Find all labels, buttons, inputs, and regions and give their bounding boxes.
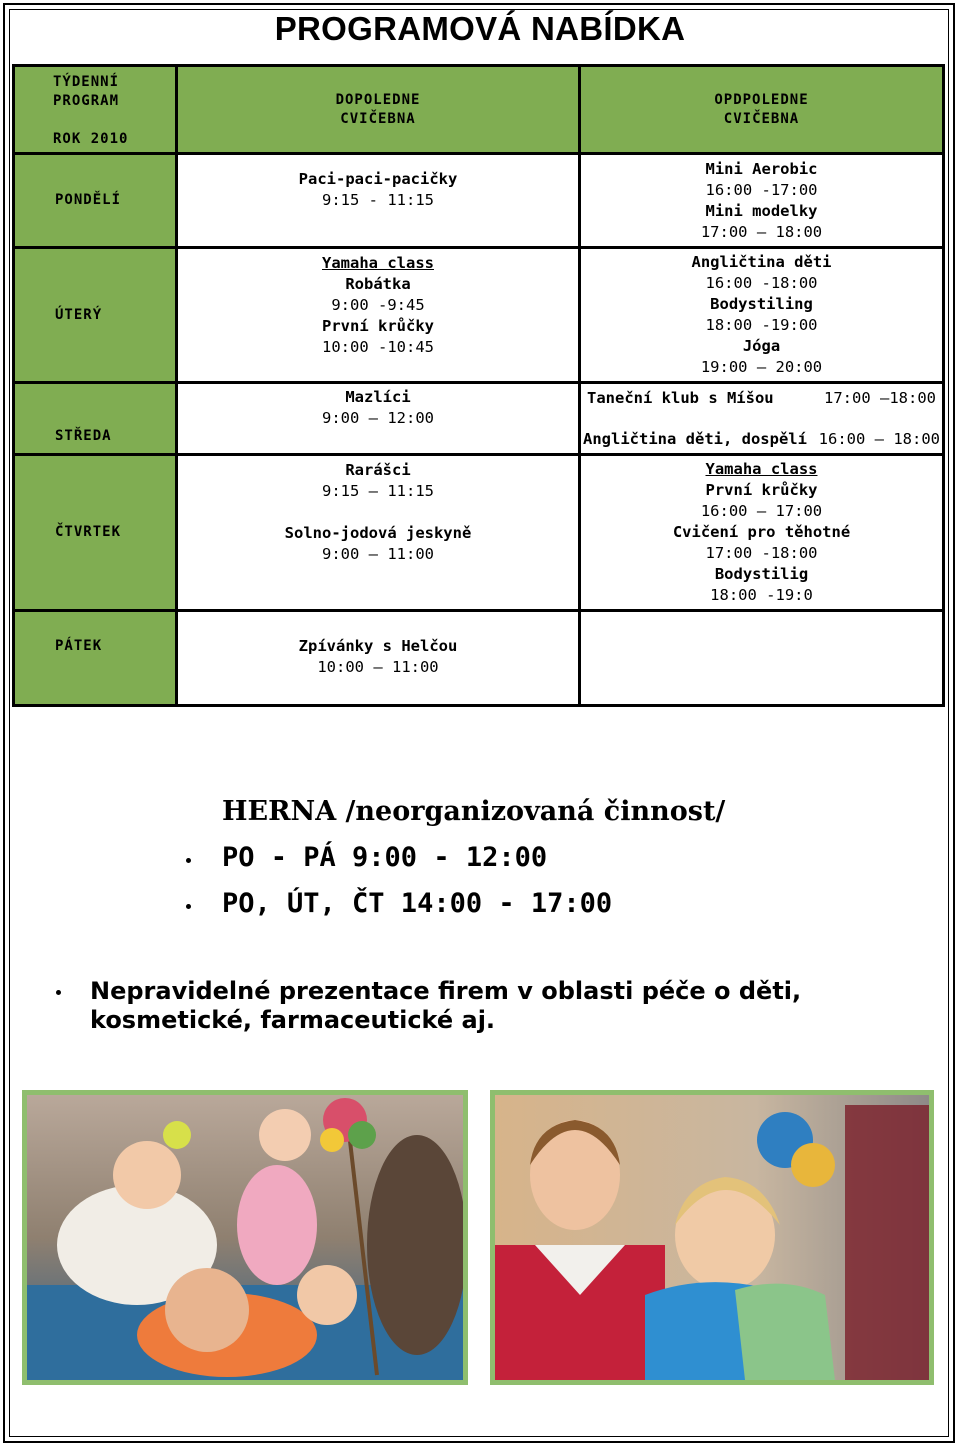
activity-name: Angličtina děti, dospělí [583, 429, 807, 448]
activity-name: Rarášci [345, 461, 411, 479]
activity-spacer [178, 502, 578, 523]
activity-time: 18:00 -19:0 [710, 586, 813, 604]
activity-time: 9:15 – 11:15 [322, 482, 434, 500]
activity-time: 18:00 -19:00 [705, 316, 818, 334]
cell-wednesday-afternoon [580, 383, 944, 455]
cell-friday-afternoon [580, 611, 944, 706]
activity-time: 19:00 – 20:00 [700, 358, 823, 376]
weekly-schedule-table [12, 64, 945, 707]
col-header-morning [177, 66, 580, 154]
activity-name: První krůčky [322, 317, 434, 335]
activity-name: Paci-paci-pacičky [298, 170, 458, 188]
activity-time: 16:00 – 18:00 [818, 429, 940, 448]
col-header-line: DOPOLEDNE [335, 91, 421, 108]
photo-babies-playing [22, 1090, 468, 1385]
activity-name: Mini modelky [705, 201, 818, 220]
activity-time: 16:00 -18:00 [705, 274, 818, 292]
cell-tuesday-afternoon [580, 248, 944, 383]
activity-time: 9:00 -9:45 [331, 296, 425, 314]
photo-woman-child [490, 1090, 934, 1385]
page-title: PROGRAMOVÁ NABÍDKA [274, 10, 686, 47]
cell-monday-morning [177, 154, 580, 248]
activity-time: 16:00 -17:00 [705, 180, 818, 199]
activity-name: Angličtina děti [691, 253, 832, 271]
presentations-note: Nepravidelné prezentace firem v oblasti péče o děti, kosmetické, farmaceutické aj. [90, 977, 802, 1034]
day-label-tuesday: ÚTERÝ [14, 248, 177, 383]
herna-hours-line: PO - PÁ 9:00 - 12:00 [222, 842, 548, 873]
schedule-row-tuesday [14, 248, 944, 383]
cell-friday-morning [177, 611, 580, 706]
activity-time: 9:00 – 11:00 [322, 545, 434, 563]
schedule-row-friday [14, 611, 944, 706]
activity-time: 17:00 – 18:00 [700, 222, 823, 241]
activity-group-header: Yamaha class [322, 254, 434, 272]
corner-line: TÝDENNÍ [53, 74, 120, 90]
col-header-afternoon [580, 66, 944, 154]
activity-time: 9:00 – 12:00 [322, 409, 434, 427]
activity-group-header: Yamaha class [705, 460, 818, 478]
activity-row [581, 388, 942, 409]
bullet-icon [56, 990, 61, 995]
day-label-wednesday: STŘEDA [14, 383, 177, 455]
activity-name: Jóga [742, 337, 781, 355]
activity-name: Bodystiling [710, 295, 813, 313]
col-header-line: CVIČEBNA [340, 110, 416, 127]
row-spacer [581, 409, 942, 429]
col-header-line: CVIČEBNA [723, 110, 800, 127]
cell-wednesday-morning [177, 383, 580, 455]
activity-name: Mini Aerobic [705, 159, 818, 178]
photo-babies-image [27, 1095, 463, 1380]
schedule-row-thursday [14, 455, 944, 611]
activity-time: 9:15 - 11:15 [322, 191, 434, 209]
schedule-row-wednesday [14, 383, 944, 455]
schedule-corner-cell [14, 66, 177, 154]
corner-line [53, 111, 175, 130]
activity-time: 17:00 -18:00 [705, 544, 818, 562]
herna-title: HERNA /neorganizovaná činnost/ [222, 796, 726, 827]
activity-name: Bodystilig [714, 565, 809, 583]
schedule-row-monday [14, 154, 944, 248]
corner-line: PROGRAM [53, 93, 120, 109]
activity-name: Taneční klub s Míšou [587, 388, 774, 407]
activity-time: 16:00 – 17:00 [700, 502, 823, 520]
activity-name: Solno-jodová jeskyně [284, 524, 472, 542]
activity-name: Cvičení pro těhotné [672, 523, 851, 541]
day-label-friday: PÁTEK [14, 611, 177, 706]
activity-name: První krůčky [705, 481, 818, 499]
activity-name: Robátka [345, 275, 411, 293]
col-header-line: OPDPOLEDNE [714, 91, 809, 108]
day-label-monday: PONDĚLÍ [14, 154, 177, 248]
photo-woman-child-image [495, 1095, 929, 1380]
schedule-header-row [14, 66, 944, 154]
bullet-icon [186, 858, 191, 863]
herna-hours-line: PO, ÚT, ČT 14:00 - 17:00 [222, 888, 613, 919]
activity-row [581, 429, 942, 450]
activity-time: 17:00 –18:00 [824, 388, 936, 407]
activity-time: 10:00 – 11:00 [317, 658, 439, 676]
cell-thursday-morning [177, 455, 580, 611]
activity-name: Mazlíci [345, 388, 411, 406]
corner-line: ROK 2010 [53, 131, 129, 147]
bullet-icon [186, 904, 191, 909]
activity-name: Zpívánky s Helčou [298, 637, 458, 655]
cell-monday-afternoon [580, 154, 944, 248]
activity-time: 10:00 -10:45 [322, 338, 434, 356]
cell-tuesday-morning [177, 248, 580, 383]
day-label-thursday: ČTVRTEK [14, 455, 177, 611]
cell-thursday-afternoon [580, 455, 944, 611]
